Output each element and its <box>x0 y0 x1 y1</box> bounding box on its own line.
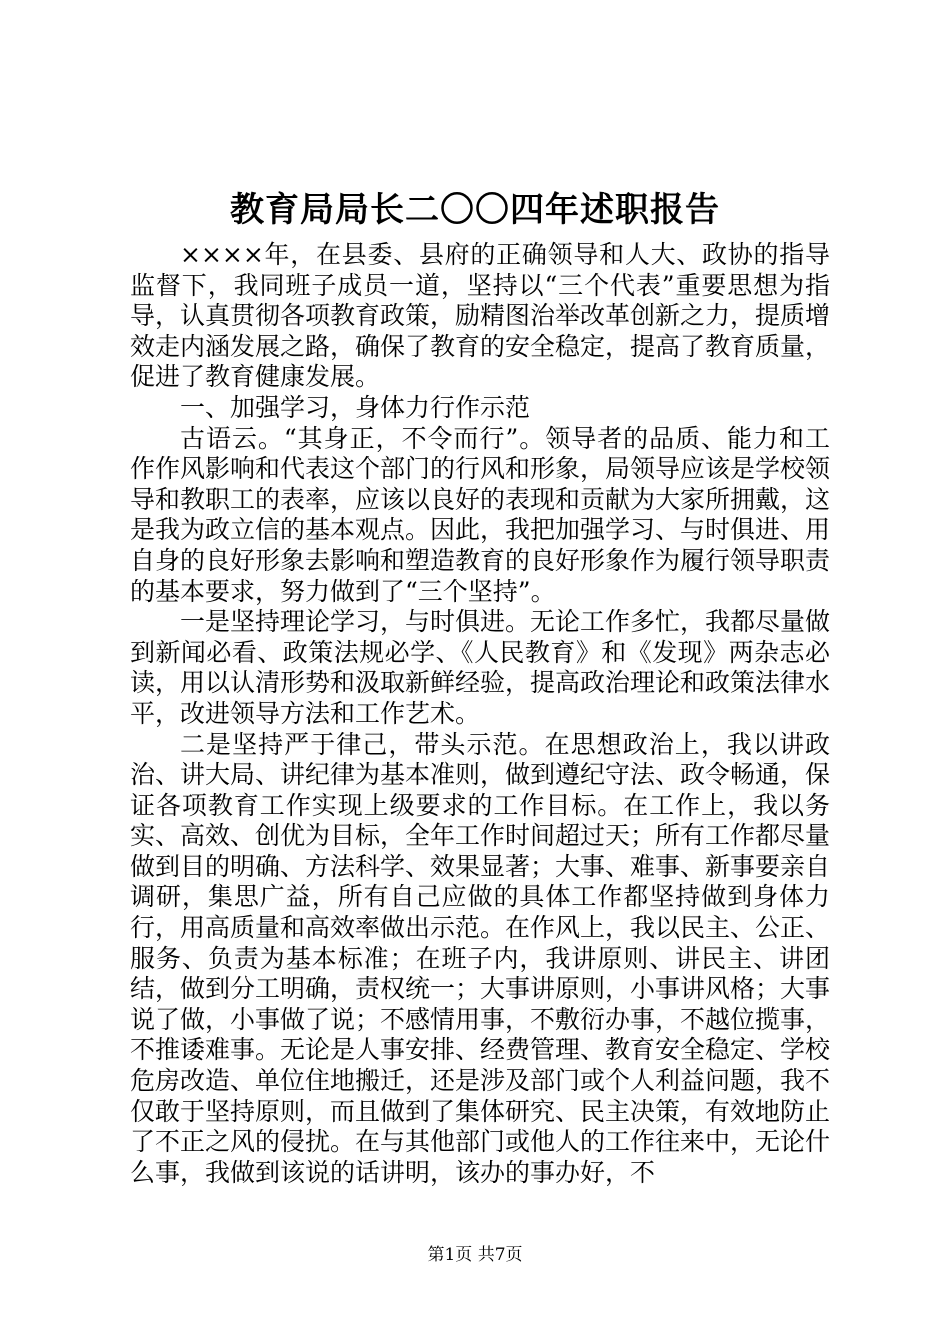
section-heading: 一、加强学习，身体力行作示范 <box>180 392 531 422</box>
paragraph-point-one: 一是坚持理论学习，与时俱进。无论工作多忙，我都尽量做到新闻必看、政策法规必学、《人民教育》和《发现》两杂志必读，用以认清形势和汲取新鲜经验，提高政治理论和政策法律水平，改进领导方法和工作艺术。 <box>130 607 831 728</box>
document-title: 教育局局长二〇〇四年述职报告 <box>230 190 720 230</box>
page-footer: 第1页 共7页 <box>427 1245 523 1265</box>
document-body <box>130 240 830 1188</box>
paragraph-point-two: 二是坚持严于律己，带头示范。在思想政治上，我以讲政治、讲大局、讲纪律为基本准则，做到遵纪守法、政令畅通，保证各项教育工作实现上级要求的工作目标。在工作上，我以务实、高效、创优为目标，全年工作时间超过天；所有工作都尽量做到目的明确、方法科学、效果显著；大事、难事、新事要亲自调研，集思广益，所有自己应做的具体工作都坚持做到身体力行，用高质量和高效率做出示范。在作风上，我以民主、公正、服务、负责为基本标准；在班子内，我讲原则、讲民主、讲团结，做到分工明确，责权统一；大事讲原则，小事讲风格；大事说了做，小事做了说；不感情用事，不敷衍办事，不越位揽事，不推诿难事。无论是人事安排、经费管理、教育安全稳定、学校危房改造、单位住地搬迁，还是涉及部门或个人利益问题，我不仅敢于坚持原则，而且做到了集体研究、民主决策，有效地防止了不正之风的侵扰。在与其他部门或他人的工作往来中，无论什么事，我做到该说的话讲明，该办的事办好，不 <box>130 729 831 1187</box>
paragraph-section-intro: 古语云。“其身正，不令而行”。领导者的品质、能力和工作作风影响和代表这个部门的行风和形象，局领导应该是学校领导和教职工的表率，应该以良好的表现和贡献为大家所拥戴，这是我为政立信的基本观点。因此，我把加强学习、与时俱进、用自身的良好形象去影响和塑造教育的良好形象作为履行领导职责的基本要求，努力做到了“三个坚持”。 <box>130 423 831 606</box>
paragraph-intro: ××××年，在县委、县府的正确领导和人大、政协的指导监督下，我同班子成员一道，坚持以“三个代表”重要思想为指导，认真贯彻各项教育政策，励精图治举改革创新之力，提质增效走内涵发展之路，确保了教育的安全稳定，提高了教育质量，促进了教育健康发展。 <box>130 240 831 392</box>
